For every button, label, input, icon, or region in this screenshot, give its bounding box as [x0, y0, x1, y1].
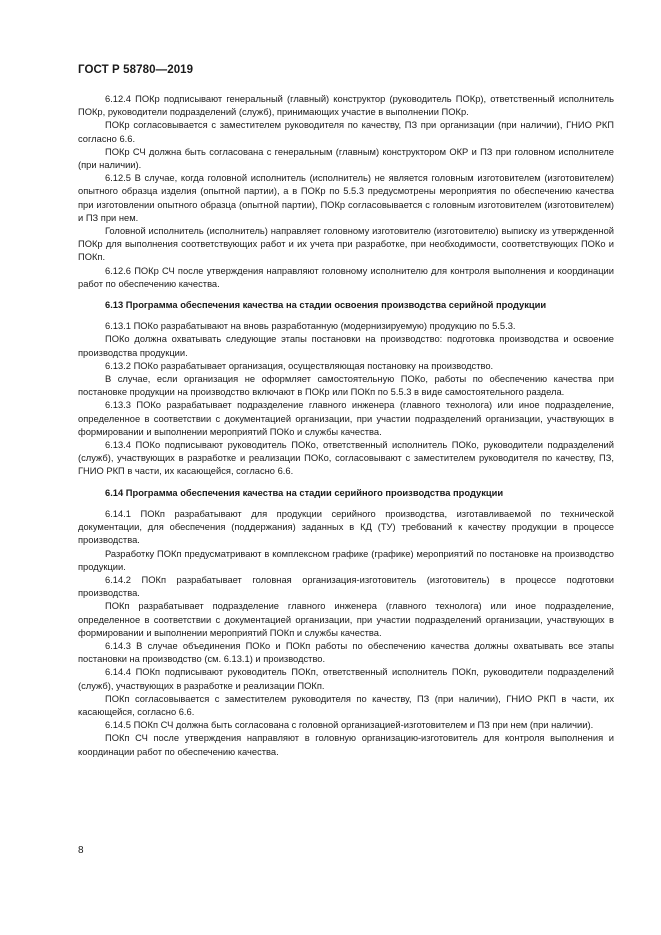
paragraph: 6.14.4 ПОКп подписывают руководитель ПОКп, ответственный исполнитель ПОКп, руководители подразделений (служб), участвующих в разработке и реализации ПОКп. [78, 667, 614, 691]
paragraph: ПОКп СЧ после утверждения направляют в головную организацию-изготовитель для контроля выполнения и координации работ по обеспечению качества. [78, 733, 614, 757]
paragraph: 6.12.5 В случае, когда головной исполнитель (исполнитель) не является головным изготовителем (изготовителем) опытного образца изделия (опытной партии), а в ПОКр по 5.5.3 предусмотрены мероприятия по обеспечению качества при изготовлении опытного образца (опытной партии), ПОКр согласовывается с головным изготовителем (изготовителем) и ПЗ при нем. [78, 173, 614, 223]
paragraph: ПОКп согласовывается с заместителем руководителя по качеству, ПЗ (при наличии), ГНИО РКП в части, их касающейся, согласно 6.6. [78, 693, 614, 717]
paragraph: ПОКр согласовывается с заместителем руководителя по качеству, ПЗ при организации (при наличии), ГНИО РКП согласно 6.6. [78, 120, 614, 144]
paragraph: 6.13.4 ПОКо подписывают руководитель ПОКо, ответственный исполнитель ПОКо, руководители подразделений (служб), участвующих в разработке и реализации ПОКо, согласовывают с заместителем руководителя по качеству, ПЗ, ГНИО РКП в части, их касающейся, согласно 6.6. [78, 440, 614, 477]
document-body [78, 93, 614, 759]
paragraph: Разработку ПОКп предусматривают в комплексном графике (графике) мероприятий по постановке на производство продукции. [78, 548, 614, 572]
paragraph: 6.14.3 В случае объединения ПОКо и ПОКп работы по обеспечению качества должны охватывать все этапы постановки на производство (см. 6.13.1) и производство. [78, 640, 614, 665]
paragraph: 6.12.4 ПОКр подписывают генеральный (главный) конструктор (руководитель ПОКр), ответственный исполнитель ПОКр, руководители подразделений (служб), принимающих участие в выполнении ПОКр. [78, 94, 614, 118]
paragraph: 6.13.3 ПОКо разрабатывает подразделение главного инженера (главного технолога) или иное подразделение, определенное в соответствии с документацией организации, при участии подразделений организации, участвующих в формировании и выполнении мероприятий ПОКо и службы качества. [78, 400, 614, 437]
paragraph: Головной исполнитель (исполнитель) направляет головному изготовителю (изготовителю) выписку из утвержденной ПОКр для выполнения соответствующих работ и их учета при разработке, при необходимости, соответствующих ПОКо и ПОКп. [78, 226, 614, 263]
paragraph: 6.14.5 ПОКп СЧ должна быть согласована с головной организацией-изготовителем и ПЗ при нем (при наличии). [105, 720, 594, 731]
paragraph: ПОКр СЧ должна быть согласована с генеральным (главным) конструктором ОКР и ПЗ при головном исполнителе (при наличии). [78, 146, 614, 171]
section-heading: 6.13 Программа обеспечения качества на стадии освоения производства серийной продукции [105, 300, 547, 311]
paragraph: 6.13.1 ПОКо разрабатывают на вновь разработанную (модернизируемую) продукцию по 5.5.3. [105, 321, 516, 332]
standard-header: ГОСТ Р 58780—2019 [78, 64, 194, 76]
section-gap [78, 312, 614, 320]
section-gap [78, 291, 614, 299]
paragraph: 6.13.2 ПОКо разрабатывает организация, осуществляющая постановку на производство. [105, 360, 494, 371]
paragraph: 6.14.1 ПОКп разрабатывают для продукции серийного производства, изготавливаемой по технической документации, для обеспечения (поддержания) заданных в КД (ТУ) требований к качеству продукции в процессе производства. [78, 508, 614, 546]
section-heading: 6.14 Программа обеспечения качества на стадии серийного производства продукции [105, 487, 504, 498]
paragraph: ПОКо должна охватывать следующие этапы постановки на производство: подготовка производства и освоение производства продукции. [78, 334, 614, 358]
section-gap [78, 479, 614, 487]
paragraph: ПОКп разрабатывает подразделение главного инженера (главного технолога) или иное подразделение, определенное в соответствии с документацией организации, при участии подразделений организации, участвующих в формировании и выполнении мероприятий ПОКп и службы качества. [78, 601, 614, 638]
paragraph: 6.14.2 ПОКп разрабатывает головная организация-изготовитель (изготовитель) в процессе подготовки производства. [78, 574, 614, 599]
paragraph: В случае, если организация не оформляет самостоятельную ПОКо, работы по обеспечению качества при постановке продукции на производство включают в ПОКр или ПОКп по 5.5.3 в виде самостоятельного раздела. [78, 374, 614, 398]
section-gap [78, 500, 614, 508]
paragraph: 6.12.6 ПОКр СЧ после утверждения направляют головному исполнителю для контроля выполнения и координации работ по обеспечению качества. [78, 265, 614, 289]
page-number: 8 [78, 845, 84, 856]
